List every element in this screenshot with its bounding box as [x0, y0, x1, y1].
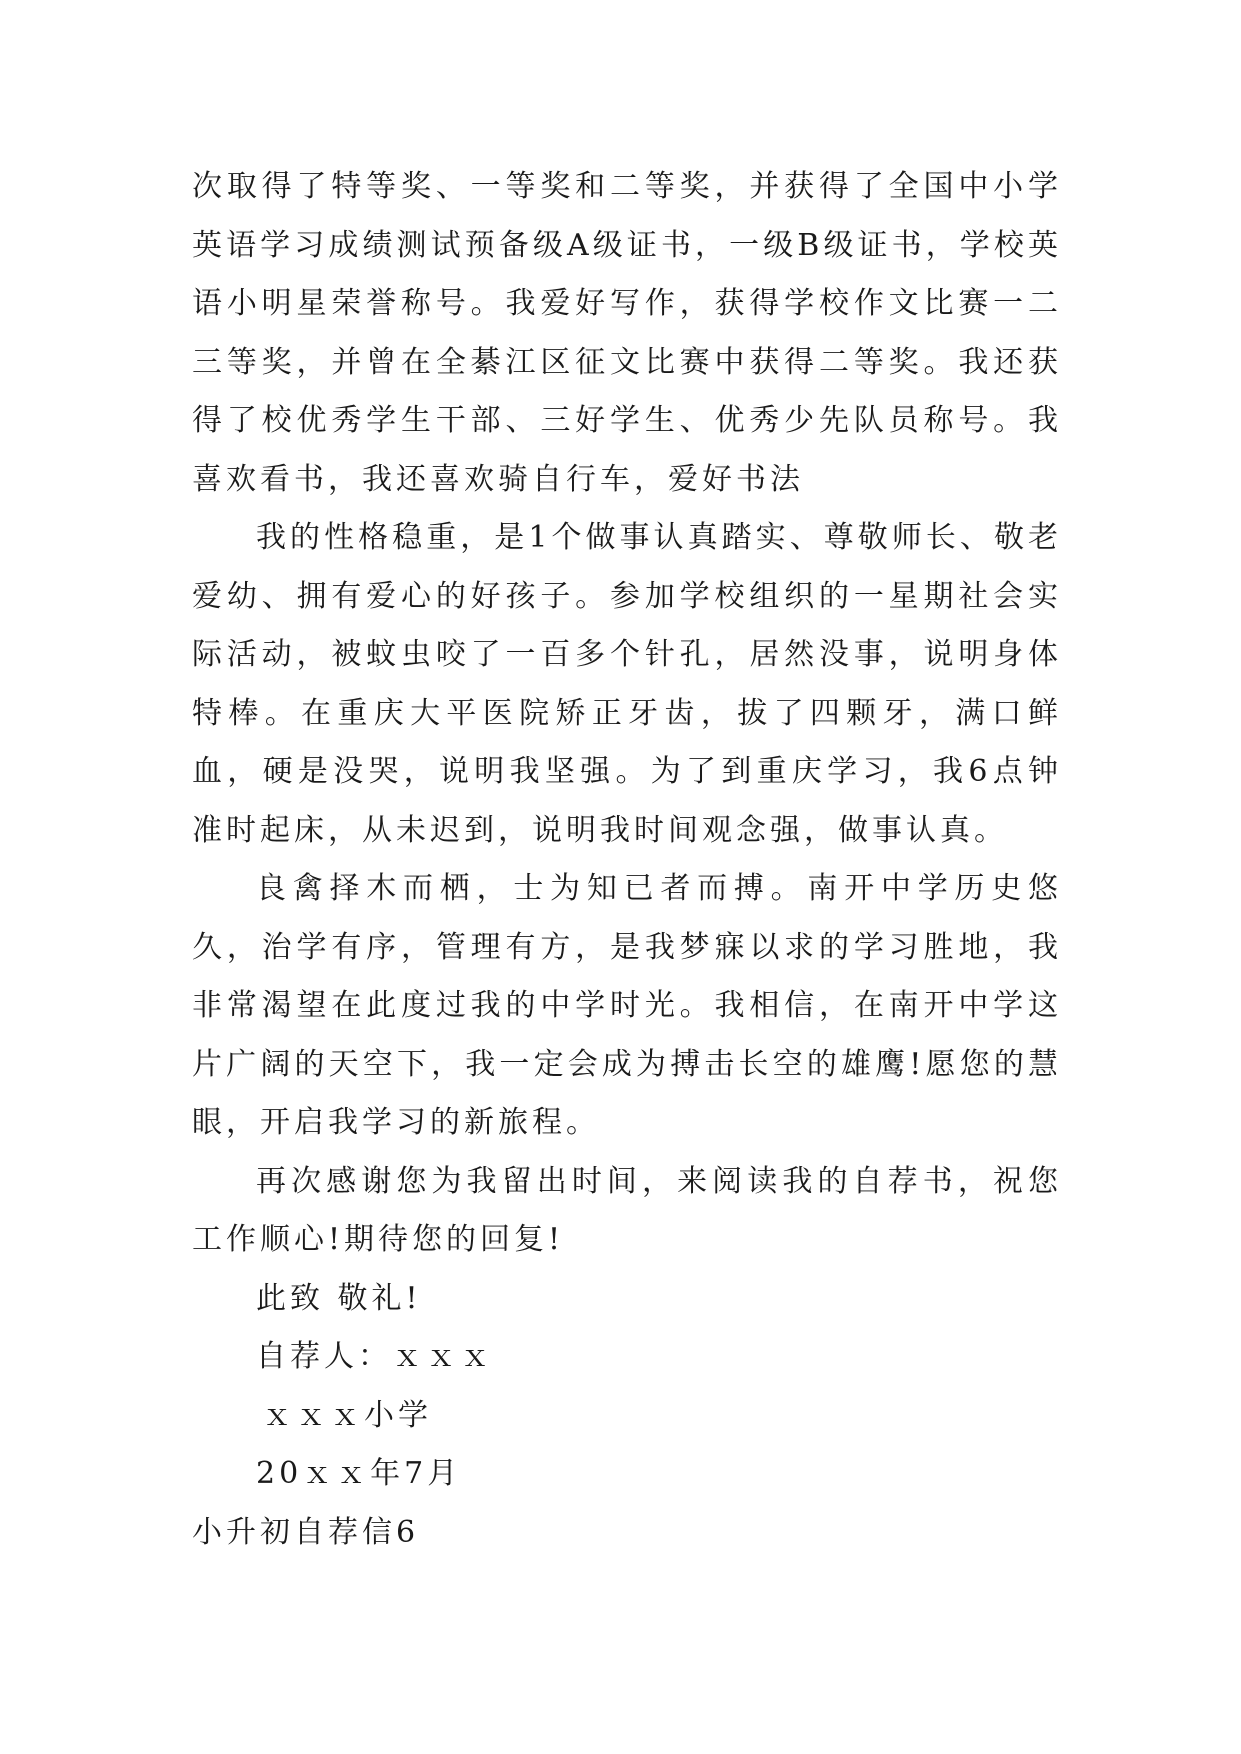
paragraph-character: 我的性格稳重，是1个做事认真踏实、尊敬师长、敬老爱幼、拥有爱心的好孩子。参加学校组织的一星期社会实际活动，被蚊虫咬了一百多个针孔，居然没事，说明身体特棒。在重庆大平医院矫正牙齿，拔了四颗牙，满口鲜血，硬是没哭，说明我坚强。为了到重庆学习，我6点钟准时起床，从未迟到，说明我时间观念强，做事认真。: [192, 520, 1062, 848]
signer-line: 自荐人：ｘｘｘ: [256, 1339, 494, 1374]
paragraph-awards: 次取得了特等奖、一等奖和二等奖，并获得了全国中小学英语学习成绩测试预备级A级证书，一级B级证书，学校英语小明星荣誉称号。我爱好写作，获得学校作文比赛一二三等奖，并曾在全綦江区征文比赛中获得二等奖。我还获得了校优秀学生干部、三好学生、优秀少先队员称号。我喜欢看书，我还喜欢骑自行车，爱好书法: [192, 169, 1062, 497]
date-line: 20ｘｘ年7月: [256, 1456, 462, 1491]
paragraph-school-aspiration: 良禽择木而栖，士为知已者而搏。南开中学历史悠久，治学有序，管理有方，是我梦寐以求的学习胜地，我非常渴望在此度过我的中学时光。我相信，在南开中学这片广阔的天空下，我一定会成为搏击长空的雄鹰!愿您的慧眼，开启我学习的新旅程。: [192, 871, 1062, 1140]
paragraph-thanks: 再次感谢您为我留出时间，来阅读我的自荐书，祝您工作顺心!期待您的回复!: [192, 1163, 1062, 1257]
letter-body: [192, 158, 1062, 1562]
next-section-heading: 小升初自荐信6: [192, 1514, 420, 1550]
closing-salutation: 此致 敬礼!: [256, 1280, 422, 1316]
school-line: ｘｘｘ小学: [262, 1397, 432, 1433]
